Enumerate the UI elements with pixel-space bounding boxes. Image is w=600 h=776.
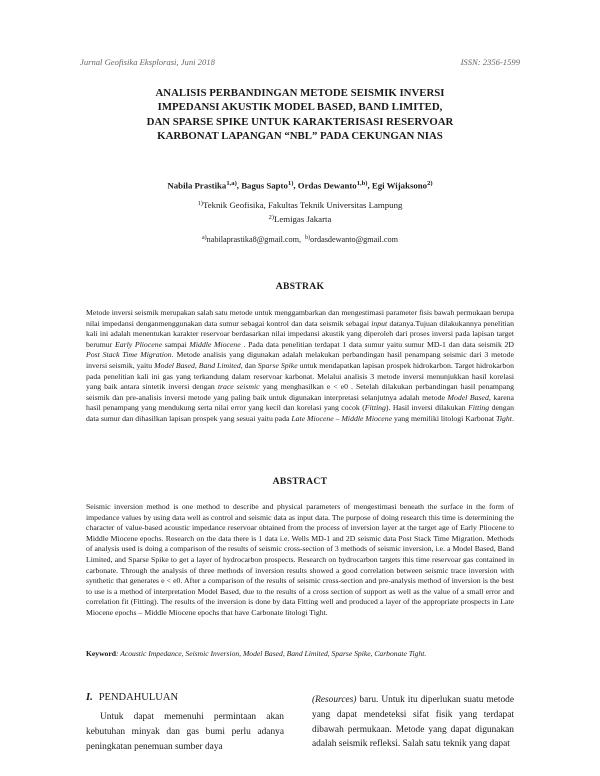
title-line: KARBONAT LAPANGAN “NBL” PADA CEKUNGAN NIAS [157,130,443,143]
section-number: I. [86,692,93,703]
author-name: Egi Wijaksono [371,180,428,191]
affiliation-mark: 1) [197,200,203,207]
author-name: Bagus Sapto [241,180,288,191]
affiliation-text: Teknik Geofisika, Fakultas Teknik Universitas Lampung [202,200,403,210]
keywords-text: : Acoustic Impedance, Seismic Inversion, Model Based, Band Limited, Sparse Spike, Carbonate Tight. [115,649,427,658]
email-address[interactable]: nabilaprastika8@gmail.com, [206,235,302,244]
keywords-label: Keyword [86,649,116,658]
author-affiliation-mark: 1,a) [226,180,237,187]
author-list: Nabila Prastika$^{1,a)}$, Bagus Sapto$^{1)}$, Ordas Dewanto$^{1,b)}$, Egi Wijaksono$^{2)}$ [167,180,433,191]
abstract-heading: ABSTRACT [272,476,328,487]
keywords-line [86,649,526,658]
author-affiliation-mark: 1,b) [356,180,368,187]
issn: ISSN: 2356-1599 [460,57,520,67]
author-name: Ordas Dewanto [297,180,357,191]
email-mark: a) [202,235,207,241]
author-name: Nabila Prastika [167,180,227,191]
author-affiliation-mark: 1) [287,180,294,187]
author-affiliation-mark: 2) [427,180,433,187]
abstract-body: Seismic inversion method is one method to describe and physical parameters of mengestimasi beneath the surface in the form of impedance values by using data well as control and seismic data as input data. The purpose of doing research this time is determining the character of value-based acoustic impedance reservoar obtained from the process of inversion layer at the target age of Early Pliocene to Middle Miocene epochs. Research on the data there is 1 data i.e. Wells MD-1 and 2D seismic data Post Stack Time Migration. Methods of analysis used is doing a comparison of the results of seismic cross-section of 3 methods of seismic inversion, i.e. a Model Based, Band Limited, and Sparse Spike to get a layer of hydrocarbon prospects. Research on hydrocarbon targets this time reservoar gas contained in carbonate. Through the analysis of three methods of inversion results showed a good correlation between seismic trace inversion with synthetic that generates e < e0. After a comparison of the results of seismic cross-section and pre-analysis method of inversion is the best to use is a method of interpretation Model Based, due to the results of a cross section of support as well as the value of a small error and correlation fit (Fitting). The results of the inversion is done by data Fitting well and produced a layer of the appropriate prospects in Late Miocene epochs – Middle Miocene epochs that have Carbonate litologi Tight. [86,502,514,617]
author-emails [60,235,540,244]
abstrak-heading: ABSTRAK [275,281,325,292]
title-line: IMPEDANSI AKUSTIK MODEL BASED, BAND LIMITED, [157,101,443,114]
affiliation [60,214,540,224]
journal-name: Jurnal Geofisika Eksplorasi, Juni 2018 [80,57,215,67]
title-line: ANALISIS PERBANDINGAN METODE SEISMIK INVERSI [155,87,445,99]
abstrak-body: Metode inversi seismik merupakan salah satu metode untuk menggambarkan dan mengestimasi parameter fisis bawah permukaan berupa nilai impedansi denganmenggunakan data sumur sebagai kontrol dan data seismik sebagai input datanya.Tujuan dilakukannya penelitian kali ini adalah menentukan karakter reservoar berdasarkan nilai impedansi akustik yang diperoleh dari proses inversi pada lapisan target berumur Early Pliocene sampai Middle Miocene . Pada data penelitian terdapat 1 data sumur yaitu sumur MD-1 dan data seismik 2D Post Stack Time Migration. Metode analisis yang digunakan adalah melakukan perbandingan hasil penampang seismic dari 3 metode inversi seismik, yaitu Model Based, Band Limited, dan Sparse Spike untuk mendapatkan lapisan prospek hidrokarbon. Target hidrokarbon pada penelitian kali ini gas yang terkandung dalam reservoar karbonat. Melalui analisis 3 metode inversi menunjukkan hasil korelasi yang baik antara sintetik inversi dengan trace seismic yang menghasilkan e < e0 . Setelah dilakukan perbandingan hasil penampang seismik dan pre-analisis inversi metode yang paling baik untuk digunakan interpretasi selanjutnya adalah metode Model Based, karena hasil penampang yang mendukung serta nilai error yang kecil dan korelasi yang cocok (Fitting). Hasil inversi dilakukan Fitting dengan data sumur dan dihasilkan lapisan prospek yang sesuai yaitu pada Late Miocene – Middle Miocene yang memiliki litologi Karbonat Tight. [86,308,514,423]
running-header [80,57,520,67]
intro-right-column: (Resources) baru. Untuk itu diperlukan suatu metode yang dapat mendeteksi sifat fisik yang terdapat dibawah permukaan. Metode yang dapat digunakan adalah seismik refleksi. Salah satu teknik yang dapat [312,695,514,750]
affiliation-mark: 2) [268,214,274,221]
section-title: PENDAHULUAN [98,692,179,703]
affiliation [60,200,540,210]
affiliation-text: Lemigas Jakarta [273,214,332,224]
title-line: DAN SPARSE SPIKE UNTUK KARAKTERISASI RESERVOAR [146,115,454,128]
section-heading-introduction [86,692,178,703]
email-mark: b) [305,235,311,241]
intro-left-column: Untuk dapat memenuhi permintaan akan kebutuhan minyak dan gas bumi perlu adanya peningkatan penemuan sumber daya [86,712,284,752]
email-address[interactable]: ordasdewanto@gmail.com [310,235,398,244]
paper-title [70,86,530,144]
